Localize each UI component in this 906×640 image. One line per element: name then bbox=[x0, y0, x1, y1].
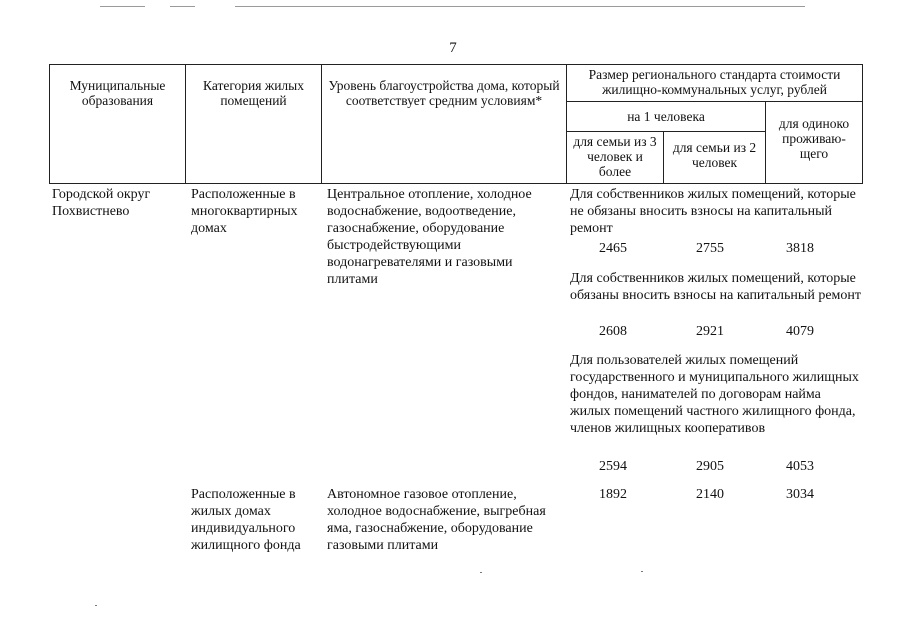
value-single: 3818 bbox=[786, 241, 814, 256]
amenity-apartment: Центральное отопление, холодное водоснабжение, водоотведение, газоснабжение, оборудование быстродействующими водонагревателями и газовыми плитами bbox=[327, 187, 532, 287]
header-per-person: на 1 человека bbox=[567, 102, 766, 132]
value-row bbox=[564, 323, 858, 340]
scan-speck bbox=[641, 571, 643, 572]
value-family2: 2921 bbox=[696, 324, 724, 339]
value-family2: 2755 bbox=[696, 241, 724, 256]
header-category: Категория жилых помещений bbox=[186, 65, 322, 184]
value-family2: 2905 bbox=[696, 459, 724, 474]
header-family3: для семьи из 3 человек и более bbox=[567, 132, 664, 184]
value-row bbox=[564, 486, 858, 503]
header-family2: для семьи из 2 человек bbox=[664, 132, 766, 184]
value-family2: 2140 bbox=[696, 487, 724, 502]
amenity-house: Автономное газовое отопление, холодное водоснабжение, выгребная яма, газоснабжение, оборудование газовыми плитами bbox=[327, 487, 546, 553]
header-single: для одиноко проживаю-щего bbox=[766, 102, 863, 184]
value-row bbox=[564, 458, 858, 475]
value-family3: 1892 bbox=[599, 487, 627, 502]
page-number: 7 bbox=[449, 40, 457, 56]
value-family3: 2594 bbox=[599, 459, 627, 474]
value-family3: 2465 bbox=[599, 241, 627, 256]
value-single: 4053 bbox=[786, 459, 814, 474]
top-scan-artifact bbox=[170, 6, 195, 7]
header-amenity: Уровень благоустройства дома, который соответствует средним условиям* bbox=[322, 65, 567, 184]
value-single: 4079 bbox=[786, 324, 814, 339]
value-single: 3034 bbox=[786, 487, 814, 502]
scan-speck bbox=[480, 572, 482, 573]
value-row bbox=[564, 240, 858, 257]
group-label: Для собственников жилых помещений, которые не обязаны вносить взносы на капитальный ремонт bbox=[570, 187, 856, 236]
municipality-cell: Городской округ Похвистнево bbox=[52, 187, 151, 219]
table-header bbox=[49, 64, 863, 184]
scan-speck bbox=[95, 605, 97, 606]
category-apartment: Расположенные в многоквартирных домах bbox=[191, 187, 298, 236]
value-family3: 2608 bbox=[599, 324, 627, 339]
header-standard: Размер регионального стандарта стоимости жилищно-коммунальных услуг, рублей bbox=[567, 65, 863, 102]
top-scan-artifact bbox=[100, 6, 145, 7]
category-house: Расположенные в жилых домах индивидуального жилищного фонда bbox=[191, 487, 301, 553]
top-scan-artifact bbox=[235, 6, 805, 7]
group-label: Для пользователей жилых помещений государственного и муниципального жилищных фондов, нанимателей по договорам найма жилых помещений частного жилищного фонда, членов жилищных кооперативов bbox=[570, 353, 859, 436]
group-label: Для собственников жилых помещений, которые обязаны вносить взносы на капитальный ремонт bbox=[570, 271, 861, 303]
header-municipality: Муниципальные образования bbox=[50, 65, 186, 184]
